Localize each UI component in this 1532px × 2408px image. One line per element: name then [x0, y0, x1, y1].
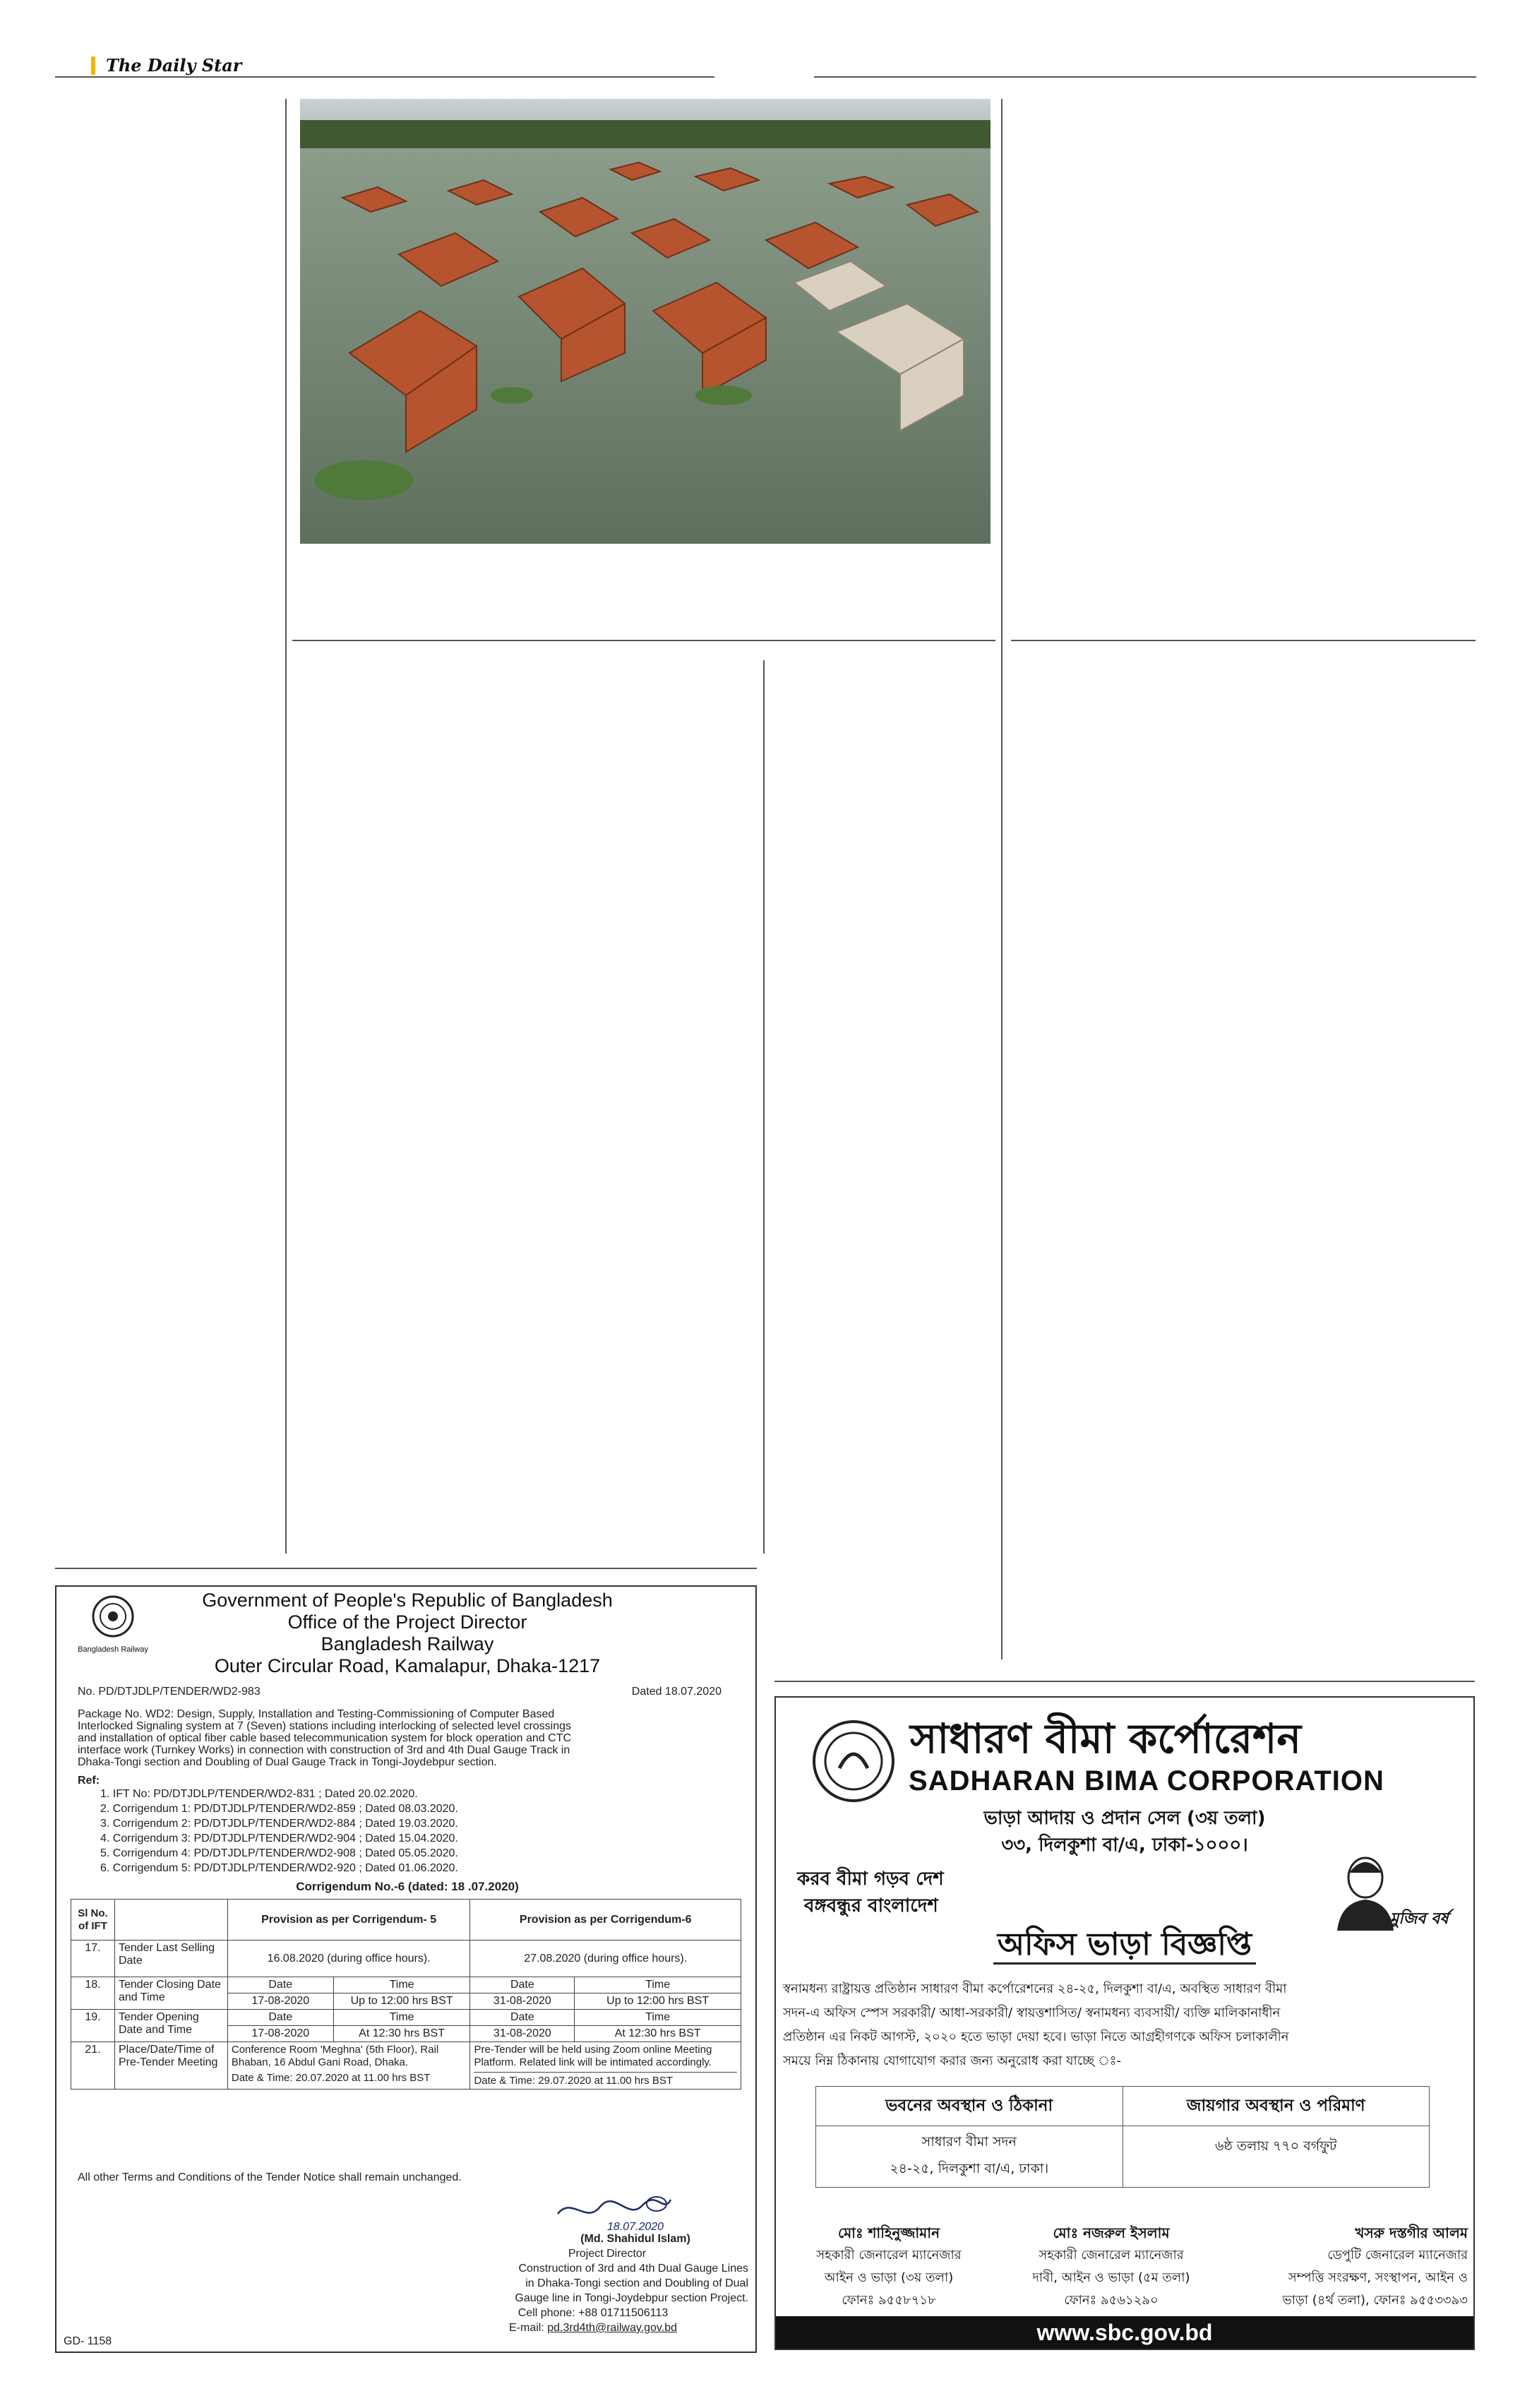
- header-location: ভবনের অবস্থান ও ঠিকানা: [816, 2087, 1123, 2126]
- contact-dept: দাবী, আইন ও ভাড়া (৫ম তলা): [1032, 2270, 1190, 2285]
- table-row: [71, 1941, 741, 1977]
- sub-header-time: Time: [333, 2010, 470, 2026]
- section-rule: [774, 1681, 1475, 1682]
- contact-card: [995, 2222, 1228, 2312]
- building-name: সাধারণ বীমা সদন: [921, 2134, 1017, 2150]
- flood-photo: [300, 99, 991, 544]
- railway-ref-item: 3. Corrigendum 2: PD/DTJDLP/TENDER/WD2-884 ; Dated 19.03.2020.: [100, 1818, 458, 1830]
- row-label: Tender Opening Date and Time: [114, 2010, 227, 2042]
- column-rule: [763, 660, 765, 1554]
- cell-time: At 12:30 hrs BST: [575, 2026, 741, 2042]
- cell-date: 31-08-2020: [470, 1993, 575, 2010]
- sub-header-date: Date: [227, 1977, 333, 1993]
- row-new-value: 27.08.2020 (during office hours).: [470, 1941, 741, 1977]
- email-link[interactable]: pd.3rd4th@railway.gov.bd: [547, 2322, 677, 2334]
- header-corrigendum-6: Provision as per Corrigendum-6: [470, 1900, 741, 1941]
- table-header-row: [71, 1900, 741, 1941]
- railway-header-line-4: Outer Circular Road, Kamalapur, Dhaka-1217: [214, 1655, 601, 1676]
- contact-dept: আইন ও ভাড়া (৩য় তলা): [824, 2270, 954, 2285]
- website-link[interactable]: www.sbc.gov.bd: [1036, 2320, 1213, 2345]
- row-number: 19.: [71, 2010, 115, 2042]
- table-row: [71, 2010, 741, 2026]
- meeting-place-new: Pre-Tender will be held using Zoom online Meeting Platform. Related link will be intimated accordingly.: [474, 2044, 712, 2068]
- row-number: 17.: [71, 1941, 115, 1977]
- slogan-line-2: বঙ্গবন্ধুর বাংলাদেশ: [804, 1895, 938, 1917]
- terms-unchanged-note: All other Terms and Conditions of the Tender Notice shall remain unchanged.: [78, 2171, 462, 2183]
- slogan-line-1: করব বীমা গড়ব দেশ: [797, 1868, 944, 1890]
- section-rule: [1011, 640, 1476, 641]
- portrait-icon: [1334, 1853, 1397, 1931]
- sbc-name-bangla: সাধারণ বীমা কর্পোরেশন: [910, 1715, 1301, 1763]
- row-number: 18.: [71, 1977, 115, 2010]
- railway-header-line-3: Bangladesh Railway: [321, 1633, 494, 1655]
- body-line: প্রতিষ্ঠান এর নিকট আগস্ট, ২০২০ হতে ভাড়া দেয়া হবে। ভাড়া নিতে আগ্রহীগণকে অফিস চলাকালীন: [783, 2029, 1289, 2044]
- corrigendum-title: Corrigendum No.-6 (dated: 18 .07.2020): [296, 1880, 519, 1893]
- railway-ref-item: 2. Corrigendum 1: PD/DTJDLP/TENDER/WD2-859 ; Dated 08.03.2020.: [100, 1803, 458, 1815]
- cell-date: 17-08-2020: [227, 1993, 333, 2010]
- header-sl: Sl No. of IFT: [71, 1900, 115, 1941]
- railway-ref-item: 1. IFT No: PD/DTJDLP/TENDER/WD2-831 ; Dated 20.02.2020.: [100, 1788, 418, 1800]
- signatory-line: Construction of 3rd and 4th Dual Gauge Lines: [518, 2263, 748, 2275]
- signatory-phone: Cell phone: +88 01711506113: [517, 2307, 669, 2319]
- notice-title: [776, 1921, 1473, 1972]
- body-line: সদন-এ অফিস স্পেস সরকারী/ আধা-সরকারী/ স্বায়ত্তশাসিত/ স্বনামধন্য ব্যবসায়ী/ ব্যক্তি মালিকানাধীন: [783, 2005, 1281, 2020]
- railway-package-line: Dhaka-Tongi section and Doubling of Dual Gauge Track in Tongi-Joydebpur section.: [78, 1756, 497, 1768]
- masthead-rule-left: [55, 76, 714, 78]
- contact-title: ডেপুটি জেনারেল ম্যানেজার: [1327, 2248, 1468, 2263]
- row-new-value: [470, 2042, 741, 2090]
- railway-header-line-2: Office of the Project Director: [287, 1611, 527, 1633]
- sbc-address: ৩৩, দিলকুশা বা/এ, ঢাকা-১০০০।: [1001, 1835, 1248, 1856]
- row-label: Tender Closing Date and Time: [114, 1977, 227, 2010]
- website-footer: [776, 2316, 1473, 2349]
- property-table: [815, 2086, 1430, 2188]
- row-prev-value: 16.08.2020 (during office hours).: [227, 1941, 470, 1977]
- contact-card: [783, 2222, 995, 2312]
- sub-header-date: Date: [227, 2010, 333, 2026]
- row-label: Place/Date/Time of Pre-Tender Meeting: [114, 2042, 227, 2090]
- meeting-datetime-new: Date & Time: 29.07.2020 at 11.00 hrs BST: [474, 2072, 737, 2087]
- signature-date: 18.07.2020: [607, 2221, 664, 2233]
- email-label: E-mail:: [509, 2322, 548, 2334]
- railway-package-line: and installation of optical fiber cable based telecommunication system for block operation and CTC: [78, 1732, 572, 1744]
- sbc-office-rent-notice: [774, 1696, 1475, 2350]
- contact-dept: সম্পত্তি সংরক্ষণ, সংস্থাপন, আইন ও: [1288, 2270, 1468, 2285]
- railway-date: Dated 18.07.2020: [631, 1686, 722, 1698]
- column-rule: [285, 99, 287, 1554]
- railway-logo-caption: Bangladesh Railway: [78, 1645, 148, 1654]
- contact-name: মোঃ নজরুল ইসলাম: [1053, 2224, 1170, 2241]
- contact-phone: ফোনঃ ৯৫৫৮৭১৮: [842, 2293, 936, 2308]
- masthead-title: The Daily Star: [106, 55, 242, 76]
- sub-header-time: Time: [575, 1977, 741, 1993]
- building-address: ২৪-২৫, দিলকুশা বা/এ, ঢাকা।: [890, 2161, 1049, 2176]
- sub-header-time: Time: [575, 2010, 741, 2026]
- contact-title: সহকারী জেনারেল ম্যানেজার: [816, 2248, 962, 2263]
- notice-title-text: অফিস ভাড়া বিজ্ঞপ্তি: [993, 1926, 1256, 1965]
- signatory-name: (Md. Shahidul Islam): [580, 2233, 690, 2245]
- column-rule: [1001, 99, 1003, 1659]
- cell-time: Up to 12:00 hrs BST: [333, 1993, 470, 2010]
- corrigendum-table: [71, 1899, 741, 2090]
- railway-package-line: Interlocked Signaling system at 7 (Seven) stations including interlocking of selected level crossings: [78, 1720, 572, 1732]
- sbc-name-english: SADHARAN BIMA CORPORATION: [909, 1765, 1384, 1796]
- signatory-email-line: [452, 2322, 734, 2334]
- cell-floor-space: ৬ষ্ঠ তলায় ৭৭০ বর্গফুট: [1123, 2126, 1430, 2188]
- sub-header-date: Date: [470, 1977, 575, 1993]
- contact-name: খসরু দস্তগীর আলম: [1355, 2224, 1468, 2241]
- table-row: [71, 2042, 741, 2090]
- row-number: 21.: [71, 2042, 115, 2090]
- row-label: Tender Last Selling Date: [114, 1941, 227, 1977]
- contact-name: মোঃ শাহিনুজ্জামান: [837, 2224, 940, 2241]
- cell-building-address: [816, 2126, 1123, 2188]
- railway-ref-number: No. PD/DTJDLP/TENDER/WD2-983: [78, 1686, 261, 1698]
- section-rule: [55, 1568, 757, 1569]
- header-space: জায়গার অবস্থান ও পরিমাণ: [1123, 2087, 1430, 2126]
- masthead-rule-right: [814, 76, 1476, 78]
- body-line: সময়ে নিম্ন ঠিকানায় যোগাযোগ করার জন্য অনুরোধ করা যাচ্ছে ঃ-: [783, 2054, 1121, 2068]
- body-line: স্বনামধন্য রাষ্ট্রায়ত্ত প্রতিষ্ঠান সাধারণ বীমা কর্পোরেশনের ২৪-২৫, দিলকুশা বা/এ, অবস্থিত সাধারণ বীমা: [783, 1981, 1287, 1996]
- sbc-department: ভাড়া আদায় ও প্রদান সেল (৩য় তলা): [983, 1808, 1266, 1829]
- railway-package-line: Package No. WD2: Design, Supply, Installation and Testing-Commissioning of Computer Based: [78, 1708, 555, 1720]
- row-prev-value: [227, 2042, 470, 2090]
- table-row: [816, 2126, 1430, 2188]
- railway-ref-item: 5. Corrigendum 4: PD/DTJDLP/TENDER/WD2-908 ; Dated 05.05.2020.: [100, 1847, 458, 1859]
- sbc-logo-icon: [811, 1719, 896, 1804]
- flood-village-image: [300, 99, 991, 544]
- cell-date: 17-08-2020: [227, 2026, 333, 2042]
- gd-number: GD- 1158: [64, 2335, 112, 2347]
- mujib-year-badge: মুজিব বর্ষ: [1390, 1910, 1449, 1928]
- sub-header-time: Time: [333, 1977, 470, 1993]
- table-row: [71, 1977, 741, 1993]
- railway-header-line-1: Government of People's Republic of Bangladesh: [202, 1590, 613, 1611]
- railway-tender-notice: [55, 1585, 757, 2353]
- header-corrigendum-5: Provision as per Corrigendum- 5: [227, 1900, 470, 1941]
- notice-body: [783, 1977, 1466, 2073]
- section-rule: [292, 640, 995, 641]
- sub-header-date: Date: [470, 2010, 575, 2026]
- meeting-datetime-prev: Date & Time: 20.07.2020 at 11.00 hrs BST: [231, 2072, 431, 2084]
- signatory-line: in Dhaka-Tongi section and Doubling of Dual: [525, 2277, 748, 2289]
- contact-phone: ফোনঃ ৯৫৬১২৯০: [1064, 2293, 1159, 2308]
- property-table-header: [816, 2087, 1430, 2126]
- meeting-place-prev: Conference Room 'Meghna' (5th Floor), Rail Bhaban, 16 Abdul Gani Road, Dhaka.: [231, 2044, 439, 2068]
- contact-phone: ভাড়া (৪র্থ তলা), ফোনঃ ৯৫৫৩৩৯৩: [1282, 2293, 1468, 2308]
- signatory-title: Project Director: [568, 2248, 647, 2260]
- masthead-accent: [91, 56, 95, 75]
- railway-package-line: interface work (Turnkey Works) in connection with construction of 3rd and 4th Dual Gauge Track in: [78, 1744, 570, 1756]
- cell-time: At 12:30 hrs BST: [333, 2026, 470, 2042]
- railway-ref-label: Ref:: [78, 1775, 100, 1787]
- cell-time: Up to 12:00 hrs BST: [575, 1993, 741, 2010]
- contact-title: সহকারী জেনারেল ম্যানেজার: [1039, 2248, 1184, 2263]
- railway-ref-item: 4. Corrigendum 3: PD/DTJDLP/TENDER/WD2-904 ; Dated 15.04.2020.: [100, 1832, 458, 1844]
- cell-date: 31-08-2020: [470, 2026, 575, 2042]
- contact-card: [1228, 2222, 1468, 2312]
- signatory-line: Gauge line in Tongi-Joydebpur section Project.: [515, 2292, 748, 2304]
- railway-ref-item: 6. Corrigendum 5: PD/DTJDLP/TENDER/WD2-920 ; Dated 01.06.2020.: [100, 1862, 458, 1874]
